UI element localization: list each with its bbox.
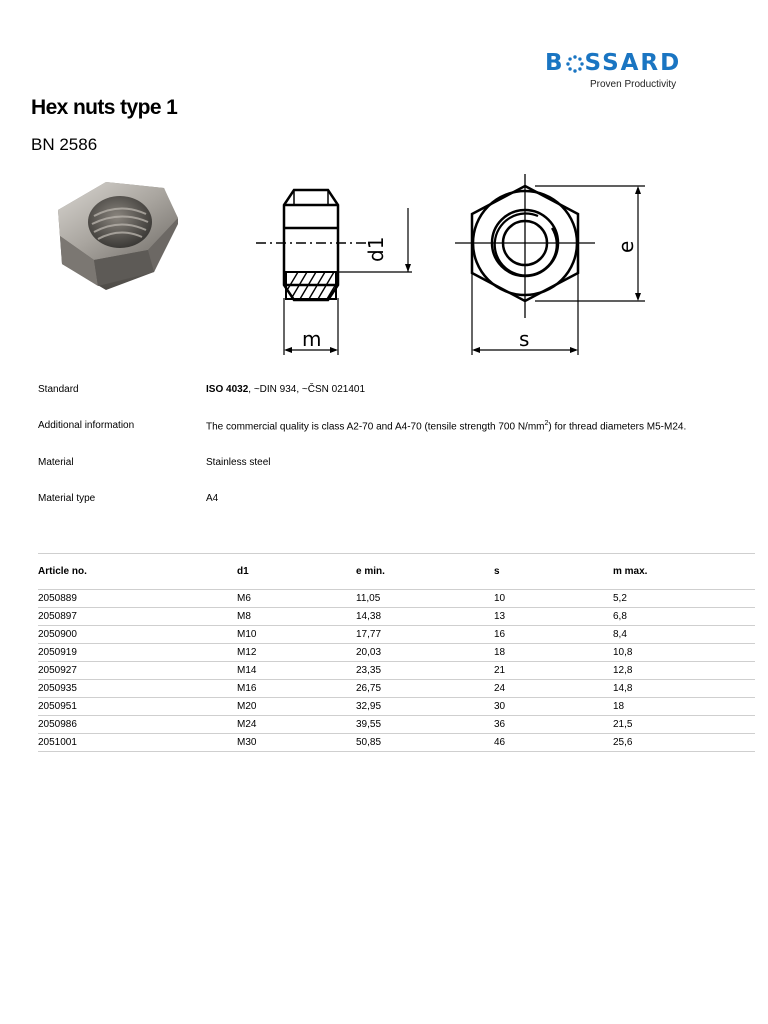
cell-article-no[interactable]: 2050897 [38,608,237,626]
standard-equivalents: , ~DIN 934, ~ČSN 021401 [248,384,366,395]
cell-m-max: 25,6 [613,734,755,752]
cell-e-min: 39,55 [356,716,494,734]
cell-m-max: 21,5 [613,716,755,734]
spec-value [206,384,365,395]
technical-drawing [250,170,660,365]
cell-d1: M6 [237,590,356,608]
side-view [256,190,412,355]
cell-d1: M12 [237,644,356,662]
table-row[interactable] [38,698,755,716]
cell-s: 13 [494,608,613,626]
cell-e-min: 23,35 [356,662,494,680]
table-header-row [38,554,755,590]
spec-label: Material type [38,493,96,504]
cell-article-no[interactable]: 2051001 [38,734,237,752]
cell-m-max: 5,2 [613,590,755,608]
hex-nut-body [58,182,178,290]
table-row[interactable] [38,716,755,734]
bossard-logo [545,50,690,90]
logo-letters-ssard: SSARD [584,50,682,76]
cell-m-max: 12,8 [613,662,755,680]
dimensions-table [38,553,755,752]
cell-e-min: 14,38 [356,608,494,626]
logo-wordmark [545,50,690,76]
cell-m-max: 6,8 [613,608,755,626]
page-title: Hex nuts type 1 [31,96,178,119]
table-row[interactable] [38,608,755,626]
label-e: e [614,240,638,253]
cell-d1: M14 [237,662,356,680]
cell-article-no[interactable]: 2050889 [38,590,237,608]
cell-m-max: 8,4 [613,626,755,644]
cell-s: 30 [494,698,613,716]
cell-d1: M10 [237,626,356,644]
standard-iso-link[interactable]: ISO 4032 [206,384,249,395]
header-s: s [494,554,613,590]
logo-o-icon [566,55,584,73]
cell-s: 10 [494,590,613,608]
cell-s: 46 [494,734,613,752]
cell-s: 16 [494,626,613,644]
table-row[interactable] [38,626,755,644]
cell-article-no[interactable]: 2050927 [38,662,237,680]
spec-value-text: The commercial quality is class A2-70 and A4-70 (tensile strength 700 N/mm [206,421,545,433]
spec-value-sup: 2 [544,420,549,427]
table-row[interactable] [38,662,755,680]
cell-e-min: 17,77 [356,626,494,644]
cell-m-max: 14,8 [613,680,755,698]
cell-d1: M20 [237,698,356,716]
product-code: BN 2586 [31,135,98,154]
cell-d1: M30 [237,734,356,752]
cell-s: 36 [494,716,613,734]
label-m: m [302,327,322,351]
cell-e-min: 20,03 [356,644,494,662]
cell-s: 18 [494,644,613,662]
header-m-max: m max. [613,554,755,590]
cell-s: 21 [494,662,613,680]
cell-article-no[interactable]: 2050951 [38,698,237,716]
cell-e-min: 32,95 [356,698,494,716]
front-view [455,174,645,355]
spec-label: Additional information [38,420,135,431]
label-s: s [519,327,530,351]
spec-label: Material [38,457,74,468]
cell-e-min: 26,75 [356,680,494,698]
spec-value: Stainless steel [206,457,271,468]
cell-d1: M16 [237,680,356,698]
cell-d1: M8 [237,608,356,626]
table-row[interactable] [38,680,755,698]
table-row[interactable] [38,734,755,752]
cell-m-max: 18 [613,698,755,716]
table-row[interactable] [38,644,755,662]
table-row[interactable] [38,590,755,608]
spec-value-text-end: ) for thread diameters M5-M24. [548,421,687,433]
hex-nut-photo [36,172,201,359]
cell-article-no[interactable]: 2050935 [38,680,237,698]
cell-article-no[interactable]: 2050900 [38,626,237,644]
cell-article-no[interactable]: 2050919 [38,644,237,662]
logo-tagline: Proven Productivity [590,79,677,90]
header-d1: d1 [237,554,356,590]
cell-article-no[interactable]: 2050986 [38,716,237,734]
cell-e-min: 50,85 [356,734,494,752]
spec-value: A4 [206,493,219,504]
cell-e-min: 11,05 [356,590,494,608]
cell-m-max: 10,8 [613,644,755,662]
spec-value [206,420,686,432]
spec-label: Standard [38,384,79,395]
cell-s: 24 [494,680,613,698]
header-article-no: Article no. [38,554,237,590]
logo-letter-b: B [545,50,565,76]
label-d1: d1 [364,236,388,262]
cell-d1: M24 [237,716,356,734]
header-e-min: e min. [356,554,494,590]
